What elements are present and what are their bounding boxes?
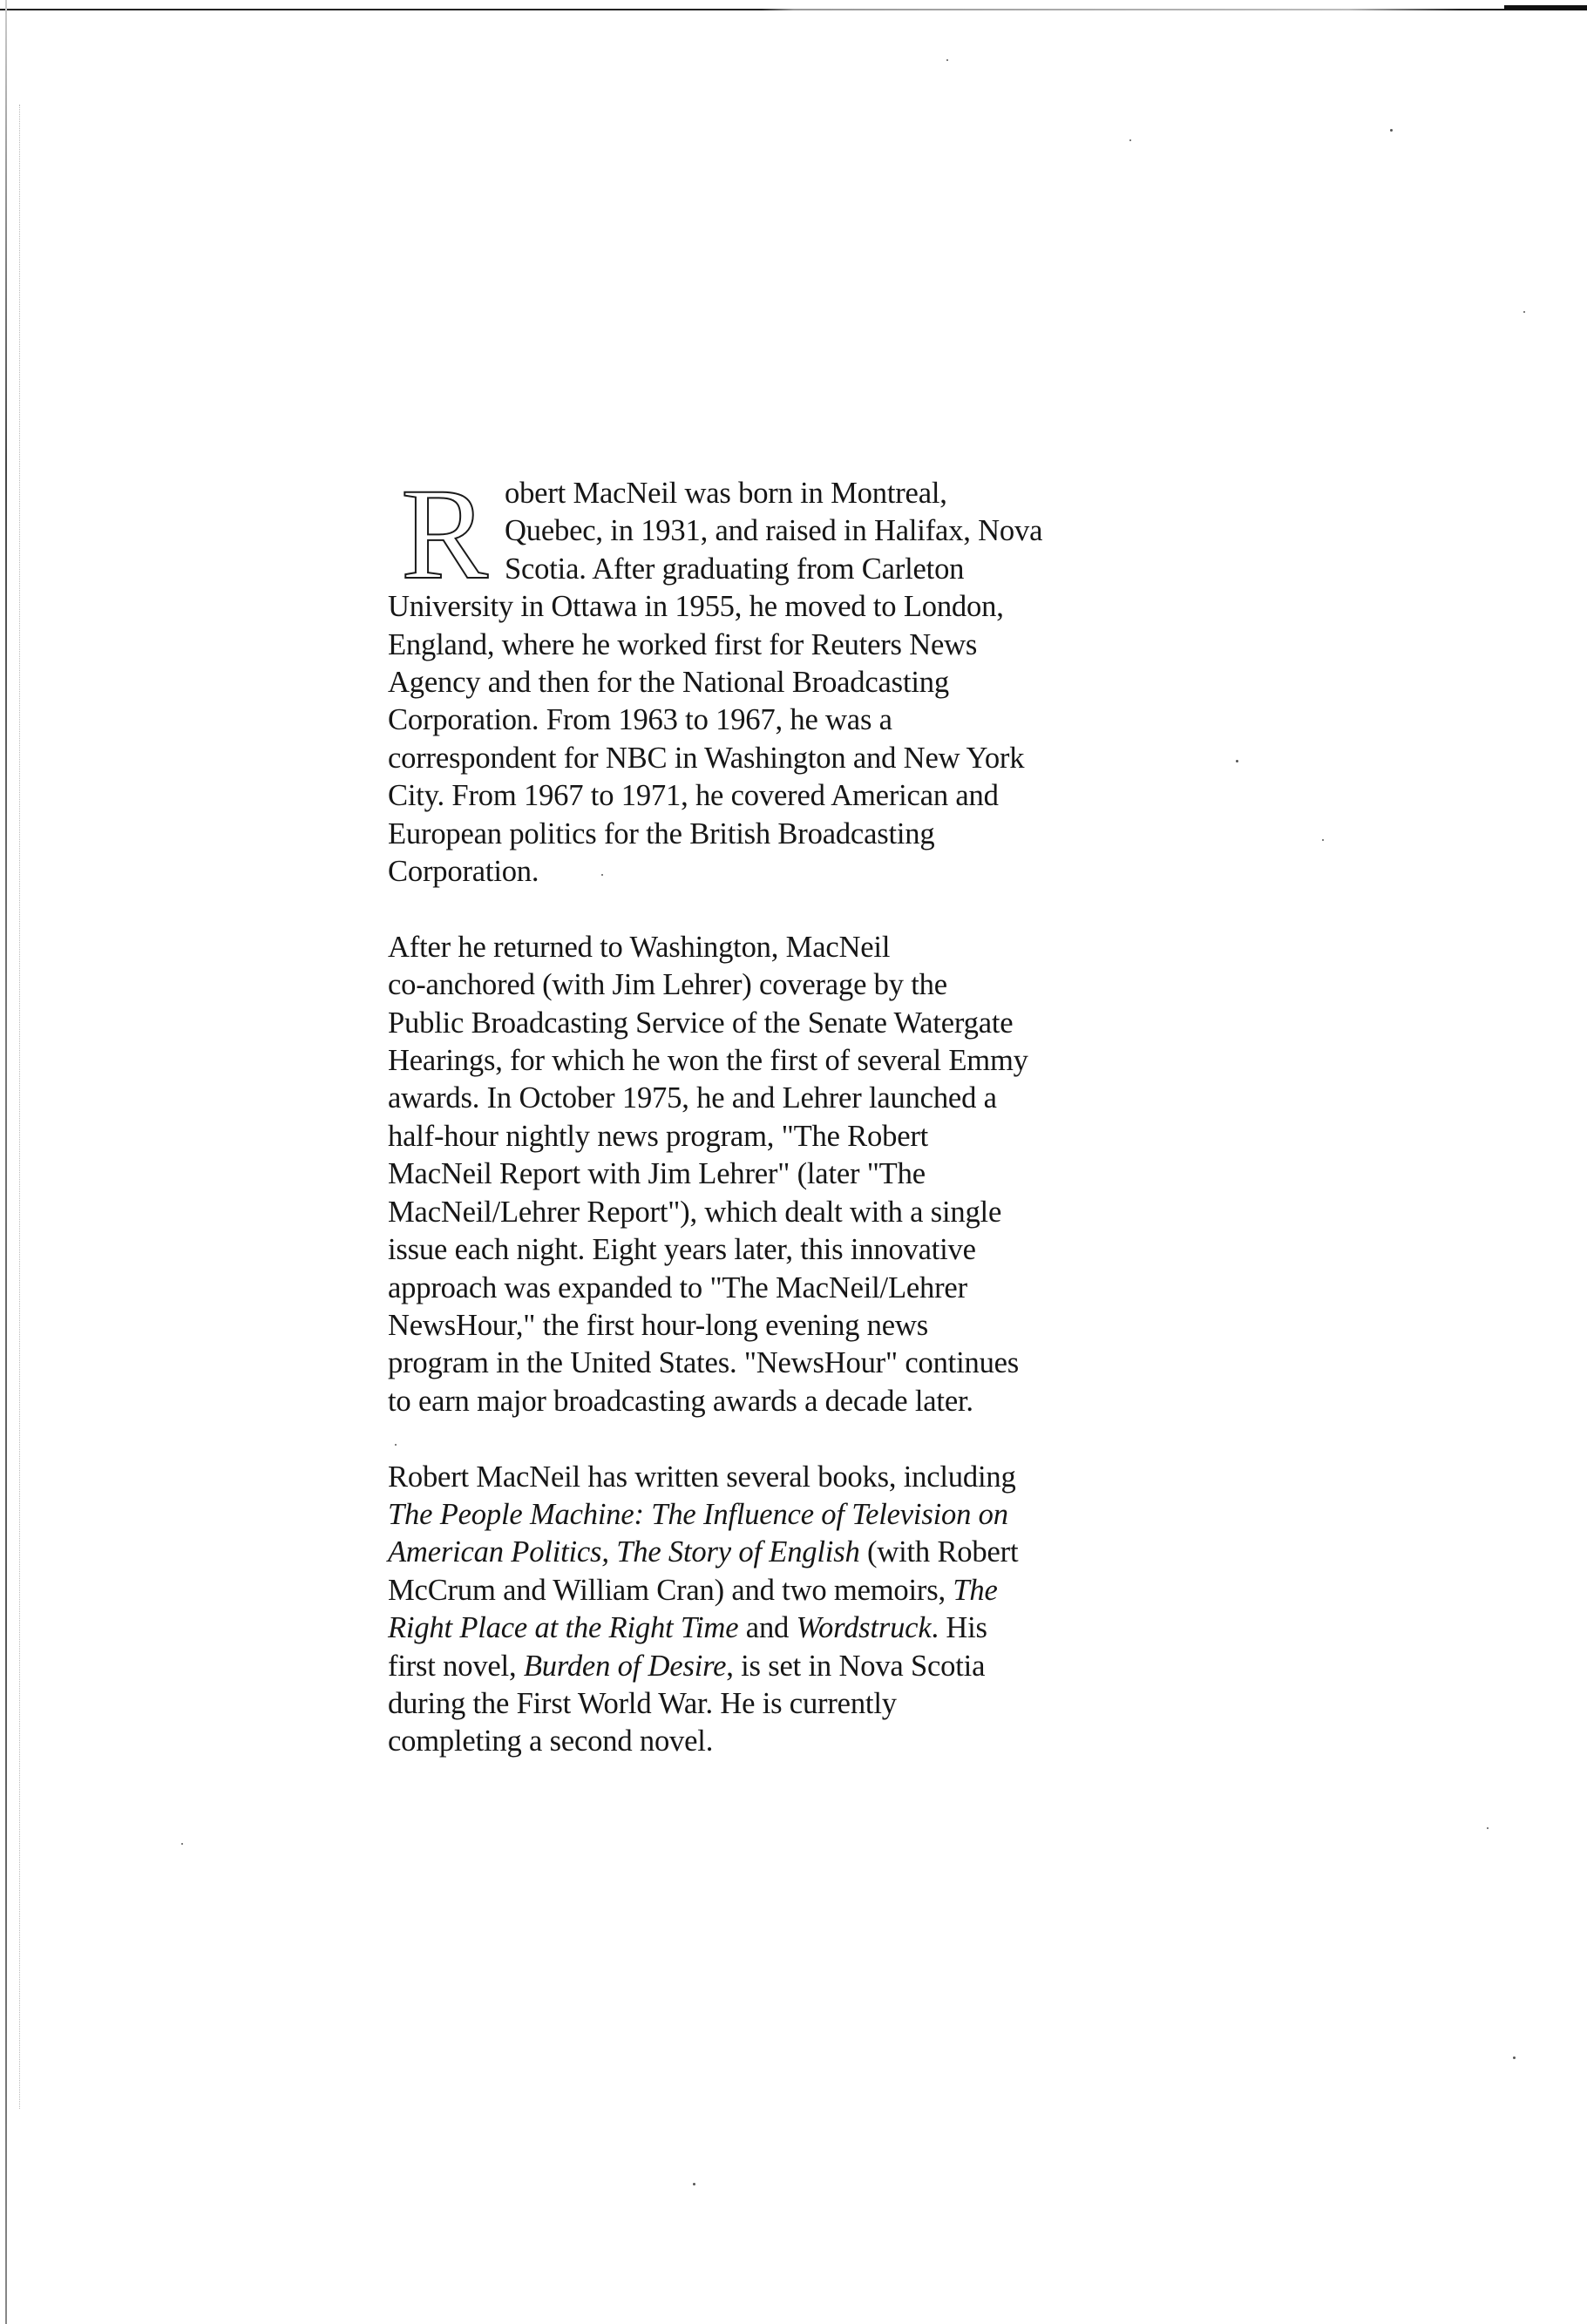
text-line: half-hour nightly news program, "The Robert	[388, 1119, 929, 1153]
text-fragment: . His	[931, 1611, 987, 1645]
text-fragment: and	[738, 1611, 797, 1645]
paragraph-books	[388, 1459, 1190, 1761]
scan-speck	[1487, 1827, 1489, 1829]
text-line: Agency and then for the National Broadcasting	[388, 666, 949, 700]
text-line: Robert MacNeil has written several books, including	[388, 1460, 1016, 1494]
text-line	[388, 1609, 1190, 1647]
text-line: Hearings, for which he won the first of several Emmy	[388, 1044, 1028, 1078]
text-fragment: McCrum and William Cran) and two memoirs,	[388, 1573, 953, 1607]
book-title: Burden of Desire	[523, 1649, 727, 1683]
book-title: The People Machine: The Influence of Television on	[388, 1497, 1008, 1531]
scan-speck	[1129, 139, 1131, 141]
text-line: After he returned to Washington, MacNeil	[388, 930, 891, 964]
scan-top-rule	[0, 9, 1587, 10]
text-line: correspondent for NBC in Washington and New York	[388, 741, 1025, 775]
scan-speck	[1513, 2056, 1516, 2059]
text-line: City. From 1967 to 1971, he covered American and	[388, 779, 999, 813]
text-line: European politics for the British Broadcasting	[388, 816, 935, 850]
drop-cap: R	[401, 462, 488, 606]
text-line: MacNeil/Lehrer Report"), which dealt with a single	[388, 1195, 1002, 1229]
scan-left-edge	[5, 0, 7, 2324]
text-line: obert MacNeil was born in Montreal,	[505, 477, 947, 510]
text-fragment: first novel,	[388, 1649, 524, 1683]
text-line: England, where he worked first for Reuters News	[388, 627, 978, 661]
scan-speck	[1390, 129, 1393, 132]
book-title: Wordstruck	[796, 1611, 932, 1645]
text-line: Scotia. After graduating from Carleton	[505, 552, 965, 586]
text-line: Corporation. From 1963 to 1967, he was a	[388, 703, 892, 737]
text-line: awards. In October 1975, he and Lehrer launched a	[388, 1081, 997, 1115]
scan-speck	[1236, 760, 1238, 762]
text-line	[388, 1496, 1190, 1534]
text-line: NewsHour," the first hour-long evening news	[388, 1308, 928, 1342]
text-line: approach was expanded to "The MacNeil/Lehrer	[388, 1270, 967, 1304]
text-line: Public Broadcasting Service of the Senate Watergate	[388, 1006, 1014, 1040]
text-fragment: (with Robert	[859, 1535, 1019, 1569]
text-line: during the First World War. He is currently	[388, 1686, 897, 1720]
text-line: program in the United States. "NewsHour" continues	[388, 1346, 1020, 1380]
scan-speck	[1523, 311, 1525, 313]
text-line	[388, 1648, 1190, 1685]
scan-speck	[693, 2183, 695, 2185]
text-line	[388, 1572, 1190, 1609]
paragraph-newshour	[388, 929, 1190, 1420]
text-line: University in Ottawa in 1955, he moved to London,	[388, 590, 1004, 624]
text-line	[388, 1534, 1190, 1571]
text-fragment: , is set in Nova Scotia	[726, 1649, 986, 1683]
scan-speck	[181, 1843, 183, 1845]
text-line: MacNeil Report with Jim Lehrer" (later "The	[388, 1157, 926, 1191]
book-title: American Politics, The Story of English	[388, 1535, 860, 1569]
scan-speck	[946, 59, 948, 61]
text-line: co-anchored (with Jim Lehrer) coverage by the	[388, 968, 947, 1002]
text-line: Corporation.	[388, 855, 539, 889]
text-line: completing a second novel.	[388, 1724, 714, 1758]
book-title: Right Place at the Right Time	[388, 1611, 739, 1645]
text-line: to earn major broadcasting awards a decade later.	[388, 1384, 973, 1418]
biography-text	[388, 462, 1190, 1761]
paragraph-early-career	[388, 462, 1190, 891]
scan-top-rule-end	[1504, 5, 1587, 10]
text-line: issue each night. Eight years later, this innovative	[388, 1233, 976, 1267]
text-line: Quebec, in 1931, and raised in Halifax, Nova	[505, 514, 1043, 548]
book-title: The	[953, 1573, 998, 1607]
scan-left-edge-marks	[19, 105, 21, 2109]
scan-speck	[1322, 839, 1324, 841]
